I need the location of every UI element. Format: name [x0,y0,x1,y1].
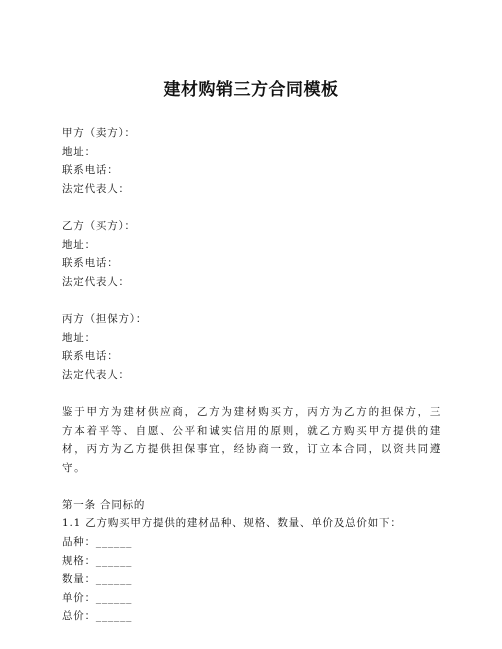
party-b-phone: 联系电话： [62,257,119,270]
party-c-address: 地址： [62,331,96,344]
item-quantity: 数量：______ [62,573,133,586]
party-b-heading: 乙方（买方）： [62,219,136,232]
item-unit-price: 单价：______ [62,591,133,604]
party-a-heading: 甲方（卖方）： [62,127,136,139]
preamble-paragraph: 鉴于甲方为建材供应商，乙方为建材购买方，丙方为乙方的担保方，三方本着平等、自愿、公平和诚实信用的原则，就乙方购买甲方提供的建材，丙方为乙方提供担保事宜，经协商一致，订立本合同，以资共同遵守。 [62,405,442,474]
clause-1-1: 1.1 乙方购买甲方提供的建材品种、规格、数量、单价及总价如下： [62,517,402,530]
party-a-address: 地址： [62,145,96,158]
spacer [62,477,442,496]
spacer [62,198,442,217]
party-b-address: 地址： [62,238,96,251]
party-c-representative: 法定代表人： [62,368,130,381]
article-1-heading: 第一条 合同标的 [62,498,146,511]
spacer [62,291,442,310]
item-variety: 品种：______ [62,536,133,549]
party-c-phone: 联系电话： [62,350,119,363]
spacer [62,384,442,403]
party-c-heading: 丙方（担保方）： [62,312,148,325]
party-b-representative: 法定代表人： [62,275,130,288]
item-total-price: 总价：______ [62,610,133,623]
item-specification: 规格：______ [62,554,133,567]
party-a-representative: 法定代表人： [62,182,130,195]
document-title: 建材购销三方合同模板 [163,80,339,100]
document-body [62,124,442,626]
party-a-phone: 联系电话： [62,164,119,177]
